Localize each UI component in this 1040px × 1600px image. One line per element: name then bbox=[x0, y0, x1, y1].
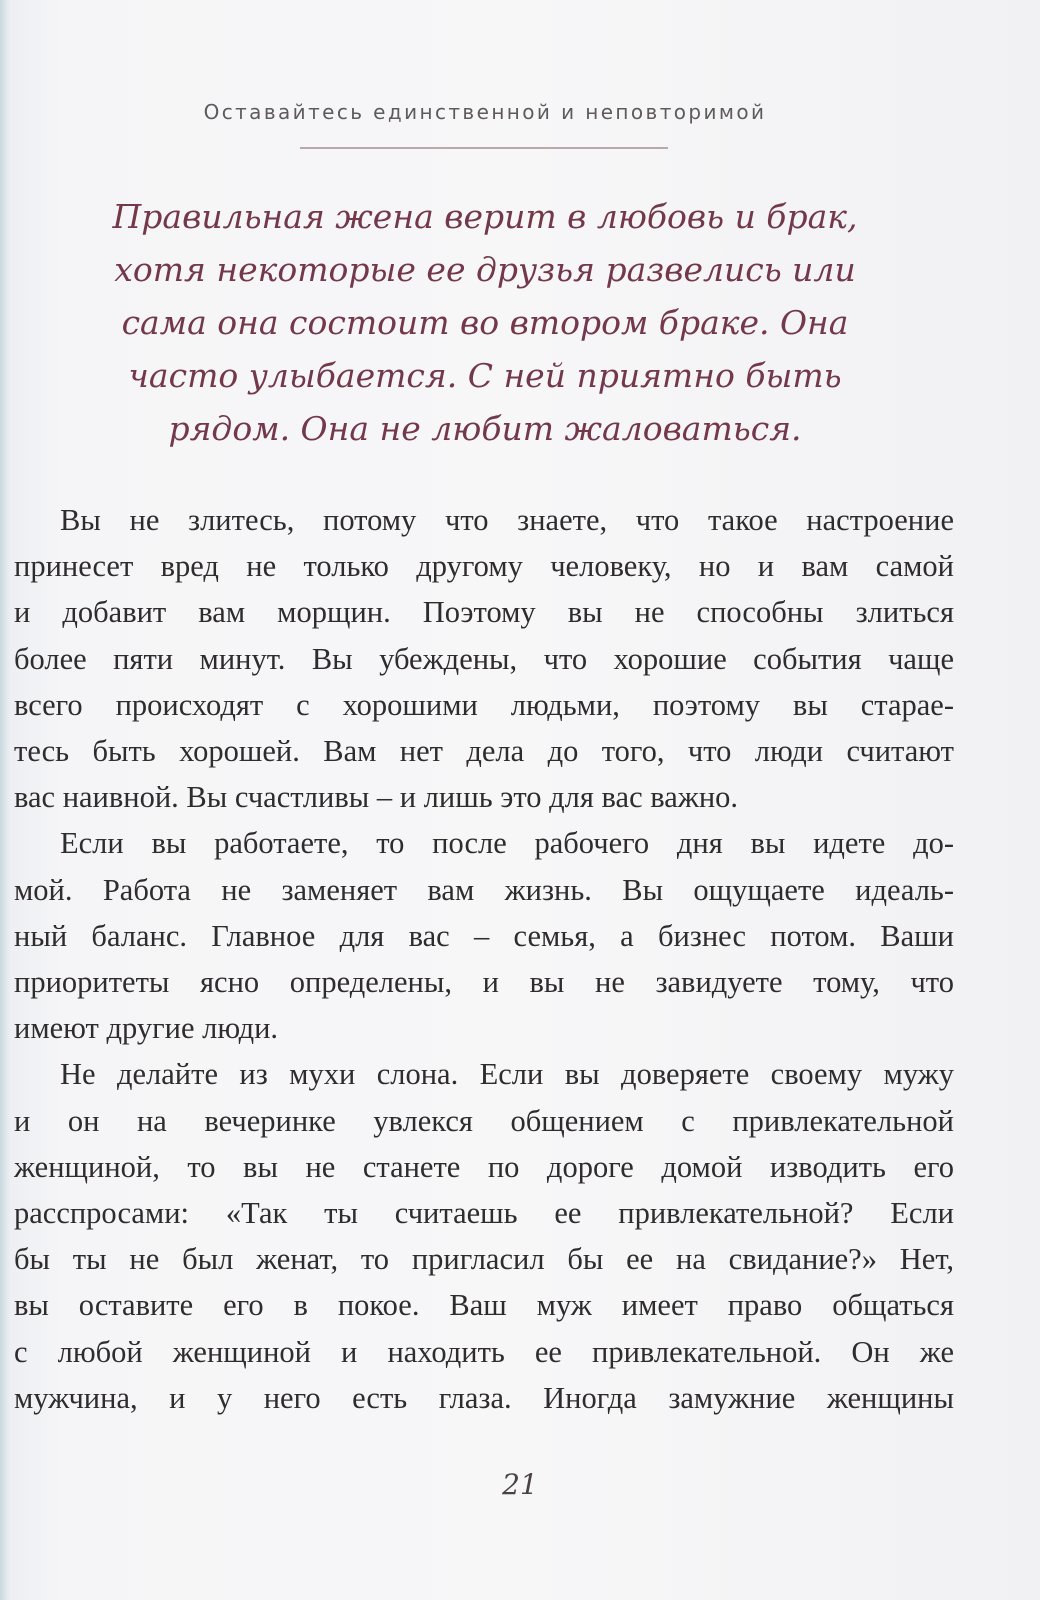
text-line: вас наивной. Вы счастливы – и лишь это для вас важно. bbox=[14, 780, 739, 815]
text-line: всего происходят с хорошими людьми, поэтому вы старае- bbox=[14, 687, 954, 722]
running-header: Оставайтесь единственной и неповторимой bbox=[203, 100, 767, 124]
page-edge bbox=[0, 0, 10, 1600]
text-line: мужчина, и у него есть глаза. Иногда замужние женщины bbox=[14, 1380, 954, 1415]
quote-line: рядом. Она не любит жаловаться. bbox=[168, 409, 802, 448]
text-line: бы ты не был женат, то пригласил бы ее на свидание?» Нет, bbox=[14, 1242, 954, 1277]
quote-line: часто улыбается. С ней приятно быть bbox=[128, 356, 842, 395]
page-number: 21 bbox=[502, 1468, 538, 1501]
paragraph-1 bbox=[14, 497, 954, 820]
text-line: более пяти минут. Вы убеждены, что хорошие события чаще bbox=[14, 641, 954, 676]
header-divider bbox=[300, 147, 668, 149]
text-line: Вы не злитесь, потому что знаете, что такое настроение bbox=[60, 503, 954, 537]
text-line: и он на вечеринке увлекся общением с привлекательной bbox=[14, 1103, 954, 1138]
text-line: Не делайте из мухи слона. Если вы доверяете своему мужу bbox=[60, 1057, 954, 1092]
body-text bbox=[14, 497, 954, 1421]
text-line: принесет вред не только другому человеку, но и вам самой bbox=[14, 549, 954, 584]
handwritten-quote bbox=[100, 190, 870, 455]
text-line: приоритеты ясно определены, и вы не завидуете тому, что bbox=[14, 965, 954, 1000]
text-line: вы оставите его в покое. Ваш муж имеет право общаться bbox=[14, 1288, 954, 1323]
paragraph-2 bbox=[14, 820, 954, 1051]
text-line: женщиной, то вы не станете по дороге домой изводить его bbox=[14, 1149, 954, 1184]
paragraph-3 bbox=[14, 1051, 954, 1421]
text-line: имеют другие люди. bbox=[14, 1011, 279, 1046]
text-line: с любой женщиной и находить ее привлекательной. Он же bbox=[14, 1334, 954, 1369]
text-line: и добавит вам морщин. Поэтому вы не способны злиться bbox=[14, 595, 954, 630]
quote-line: Правильная жена верит в любовь и брак, bbox=[112, 197, 858, 236]
text-line: расспросами: «Так ты считаешь ее привлекательной? Если bbox=[14, 1196, 954, 1231]
quote-line: хотя некоторые ее друзья развелись или bbox=[114, 250, 856, 289]
text-line: Если вы работаете, то после рабочего дня вы идете до- bbox=[60, 826, 954, 861]
text-line: ный баланс. Главное для вас – семья, а бизнес потом. Ваши bbox=[14, 918, 954, 953]
text-line: тесь быть хорошей. Вам нет дела до того, что люди считают bbox=[14, 734, 954, 769]
text-line: мой. Работа не заменяет вам жизнь. Вы ощущаете идеаль- bbox=[14, 872, 954, 907]
quote-line: сама она состоит во втором браке. Она bbox=[121, 303, 849, 342]
